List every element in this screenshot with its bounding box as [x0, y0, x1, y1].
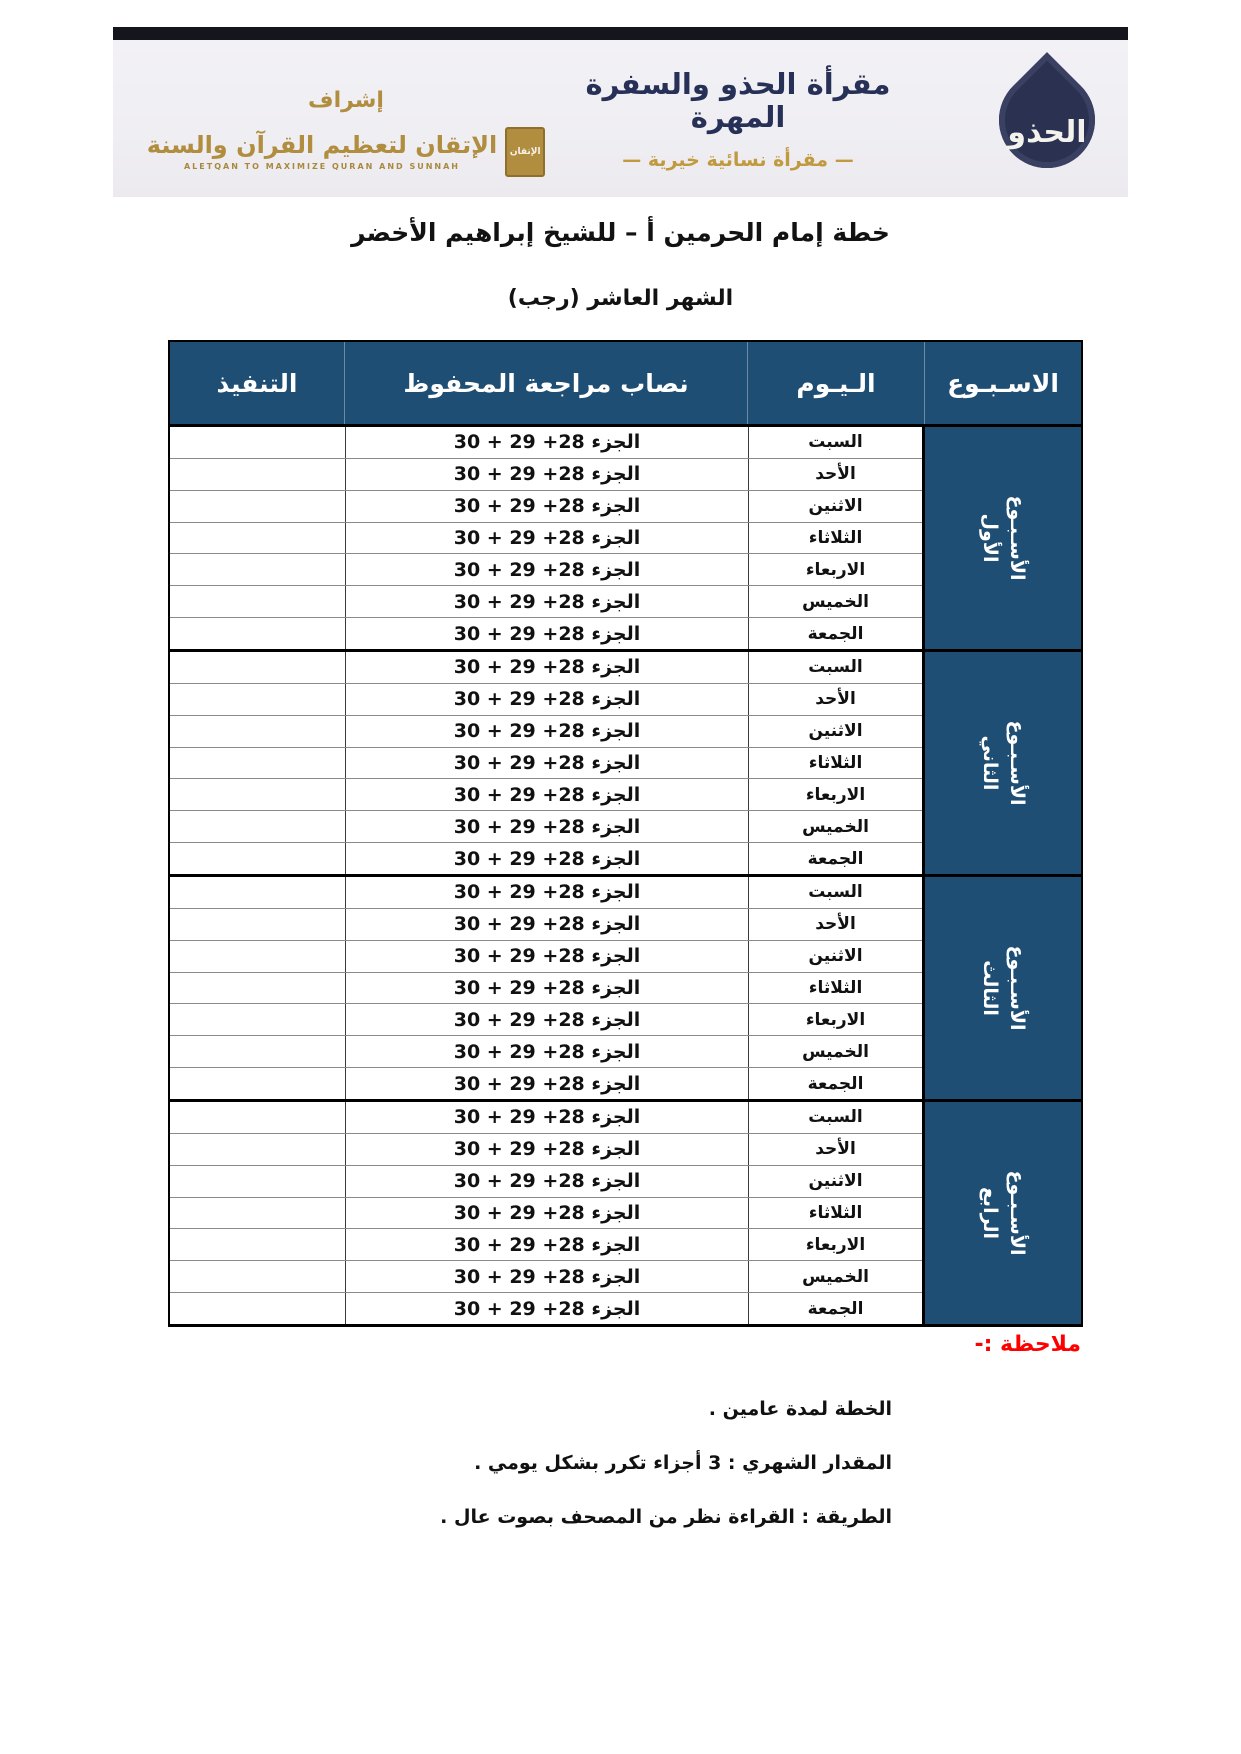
day-cell: السبت — [748, 1102, 922, 1133]
week-label-cell — [925, 877, 1081, 1099]
day-cell: الاثنين — [748, 716, 922, 747]
quota-cell: الجزء 28+ 29 + 30 — [345, 1102, 748, 1133]
day-cell: الثلاثاء — [748, 1198, 922, 1229]
table-row — [170, 843, 922, 874]
quota-cell: الجزء 28+ 29 + 30 — [345, 1198, 748, 1229]
header-execution: التنفيذ — [170, 342, 345, 424]
quota-cell: الجزء 28+ 29 + 30 — [345, 716, 748, 747]
quota-cell: الجزء 28+ 29 + 30 — [345, 652, 748, 683]
day-cell: الاربعاء — [748, 779, 922, 810]
execution-cell — [170, 523, 345, 554]
week-group — [170, 649, 1081, 874]
quota-cell: الجزء 28+ 29 + 30 — [345, 843, 748, 874]
table-row — [170, 684, 922, 716]
hathw-logo — [974, 54, 1124, 194]
table-row — [170, 427, 922, 459]
quota-cell: الجزء 28+ 29 + 30 — [345, 1036, 748, 1067]
aletqan-logo-text: الإتقان لتعظيم القرآن والسنة — [146, 130, 498, 159]
execution-cell — [170, 652, 345, 683]
quota-cell: الجزء 28+ 29 + 30 — [345, 586, 748, 617]
execution-cell — [170, 1102, 345, 1133]
notes-heading: ملاحظة :- — [974, 1332, 1081, 1357]
table-row — [170, 716, 922, 748]
quota-cell: الجزء 28+ 29 + 30 — [345, 909, 748, 940]
schedule-table — [168, 340, 1083, 1327]
execution-cell — [170, 459, 345, 490]
center-logo — [543, 68, 933, 171]
day-cell: الخميس — [748, 1261, 922, 1292]
quota-cell: الجزء 28+ 29 + 30 — [345, 1229, 748, 1260]
center-logo-subtitle: — مقرأة نسائية خيرية — — [622, 148, 854, 171]
note-line: الخطة لمدة عامين . — [708, 1398, 892, 1420]
day-cell: السبت — [748, 427, 922, 458]
table-row — [170, 1004, 922, 1036]
table-row — [170, 523, 922, 555]
day-cell: الجمعة — [748, 1068, 922, 1099]
execution-cell — [170, 491, 345, 522]
table-row — [170, 491, 922, 523]
week-label-cell — [925, 1102, 1081, 1324]
day-cell: الاثنين — [748, 941, 922, 972]
execution-cell — [170, 811, 345, 842]
table-row — [170, 748, 922, 780]
hathw-logo-word: الحذو — [1007, 114, 1087, 150]
top-navy-bar — [113, 27, 1128, 40]
quota-cell: الجزء 28+ 29 + 30 — [345, 491, 748, 522]
quota-cell: الجزء 28+ 29 + 30 — [345, 941, 748, 972]
table-header-row — [170, 342, 1081, 424]
day-cell: الأحد — [748, 459, 922, 490]
week-label-rotated: الأسـبـوع الرابع — [979, 1170, 1028, 1256]
quota-cell: الجزء 28+ 29 + 30 — [345, 877, 748, 908]
execution-cell — [170, 618, 345, 649]
day-cell: الجمعة — [748, 843, 922, 874]
execution-cell — [170, 877, 345, 908]
execution-cell — [170, 1261, 345, 1292]
aletqan-caption: ALETQAN TO MAXIMIZE QURAN AND SUNNAH — [183, 162, 460, 172]
quota-cell: الجزء 28+ 29 + 30 — [345, 748, 748, 779]
table-row — [170, 1198, 922, 1230]
supervision-block — [141, 88, 551, 177]
header-week: الاسـبـوع — [947, 368, 1059, 398]
table-row — [170, 1293, 922, 1324]
day-cell: السبت — [748, 877, 922, 908]
quota-cell: الجزء 28+ 29 + 30 — [345, 459, 748, 490]
table-body — [170, 424, 1081, 1324]
day-cell: الثلاثاء — [748, 973, 922, 1004]
table-row — [170, 811, 922, 843]
header-day: الـيـوم — [748, 342, 925, 424]
execution-cell — [170, 1068, 345, 1099]
execution-cell — [170, 1004, 345, 1035]
day-cell: الاربعاء — [748, 554, 922, 585]
table-row — [170, 1036, 922, 1068]
day-cell: الخميس — [748, 586, 922, 617]
quota-cell: الجزء 28+ 29 + 30 — [345, 1068, 748, 1099]
center-logo-calligraphy: مقرأة الحذو والسفرة المهرة — [585, 67, 891, 135]
execution-cell — [170, 1229, 345, 1260]
execution-cell — [170, 1198, 345, 1229]
execution-cell — [170, 554, 345, 585]
execution-cell — [170, 716, 345, 747]
header-quota: نصاب مراجعة المحفوظ — [345, 342, 748, 424]
week-label-cell — [925, 427, 1081, 649]
table-row — [170, 652, 922, 684]
header-banner — [113, 40, 1128, 197]
day-cell: الاثنين — [748, 491, 922, 522]
execution-cell — [170, 748, 345, 779]
day-cell: الاربعاء — [748, 1229, 922, 1260]
week-label-cell — [925, 652, 1081, 874]
quota-cell: الجزء 28+ 29 + 30 — [345, 1134, 748, 1165]
day-cell: الاثنين — [748, 1166, 922, 1197]
quota-cell: الجزء 28+ 29 + 30 — [345, 1004, 748, 1035]
execution-cell — [170, 1166, 345, 1197]
week-label-rotated: الأسـبـوع الثالث — [979, 945, 1028, 1031]
table-row — [170, 1261, 922, 1293]
execution-cell — [170, 586, 345, 617]
table-row — [170, 459, 922, 491]
quota-cell: الجزء 28+ 29 + 30 — [345, 684, 748, 715]
day-cell: الأحد — [748, 909, 922, 940]
execution-cell — [170, 427, 345, 458]
table-row — [170, 1166, 922, 1198]
day-cell: الأحد — [748, 684, 922, 715]
week-group — [170, 424, 1081, 649]
quota-cell: الجزء 28+ 29 + 30 — [345, 1166, 748, 1197]
execution-cell — [170, 1134, 345, 1165]
day-cell: السبت — [748, 652, 922, 683]
day-cell: الجمعة — [748, 618, 922, 649]
page-subtitle: الشهر العاشر (رجب) — [507, 286, 734, 311]
supervision-label: إشراف — [308, 88, 384, 113]
day-cell: الأحد — [748, 1134, 922, 1165]
quota-cell: الجزء 28+ 29 + 30 — [345, 811, 748, 842]
quota-cell: الجزء 28+ 29 + 30 — [345, 554, 748, 585]
page-title: خطة إمام الحرمين أ – للشيخ إبراهيم الأخضر — [351, 218, 890, 247]
quota-cell: الجزء 28+ 29 + 30 — [345, 779, 748, 810]
table-row — [170, 909, 922, 941]
execution-cell — [170, 779, 345, 810]
day-cell: الخميس — [748, 811, 922, 842]
table-row — [170, 586, 922, 618]
week-label-rotated: الأسـبـوع الثاني — [979, 720, 1028, 806]
table-row — [170, 877, 922, 909]
note-line: الطريقة : القراءة نظر من المصحف بصوت عال . — [440, 1506, 892, 1528]
execution-cell — [170, 909, 345, 940]
table-row — [170, 941, 922, 973]
execution-cell — [170, 1036, 345, 1067]
quota-cell: الجزء 28+ 29 + 30 — [345, 1293, 748, 1324]
execution-cell — [170, 684, 345, 715]
quota-cell: الجزء 28+ 29 + 30 — [345, 523, 748, 554]
note-line: المقدار الشهري : 3 أجزاء تكرر بشكل يومي . — [474, 1452, 892, 1474]
week-group — [170, 1099, 1081, 1324]
day-cell: الاربعاء — [748, 1004, 922, 1035]
quota-cell: الجزء 28+ 29 + 30 — [345, 973, 748, 1004]
execution-cell — [170, 1293, 345, 1324]
execution-cell — [170, 843, 345, 874]
week-group — [170, 874, 1081, 1099]
table-row — [170, 1134, 922, 1166]
quota-cell: الجزء 28+ 29 + 30 — [345, 618, 748, 649]
quota-cell: الجزء 28+ 29 + 30 — [345, 427, 748, 458]
execution-cell — [170, 973, 345, 1004]
table-row — [170, 779, 922, 811]
day-cell: الجمعة — [748, 1293, 922, 1324]
table-row — [170, 1068, 922, 1099]
table-row — [170, 973, 922, 1005]
table-row — [170, 618, 922, 649]
day-cell: الخميس — [748, 1036, 922, 1067]
table-row — [170, 554, 922, 586]
quota-cell: الجزء 28+ 29 + 30 — [345, 1261, 748, 1292]
aletqan-emblem-icon: الإتقان — [505, 127, 545, 177]
day-cell: الثلاثاء — [748, 748, 922, 779]
execution-cell — [170, 941, 345, 972]
day-cell: الثلاثاء — [748, 523, 922, 554]
week-label-rotated: الأسـبـوع الأول — [979, 495, 1028, 581]
table-row — [170, 1102, 922, 1134]
table-row — [170, 1229, 922, 1261]
